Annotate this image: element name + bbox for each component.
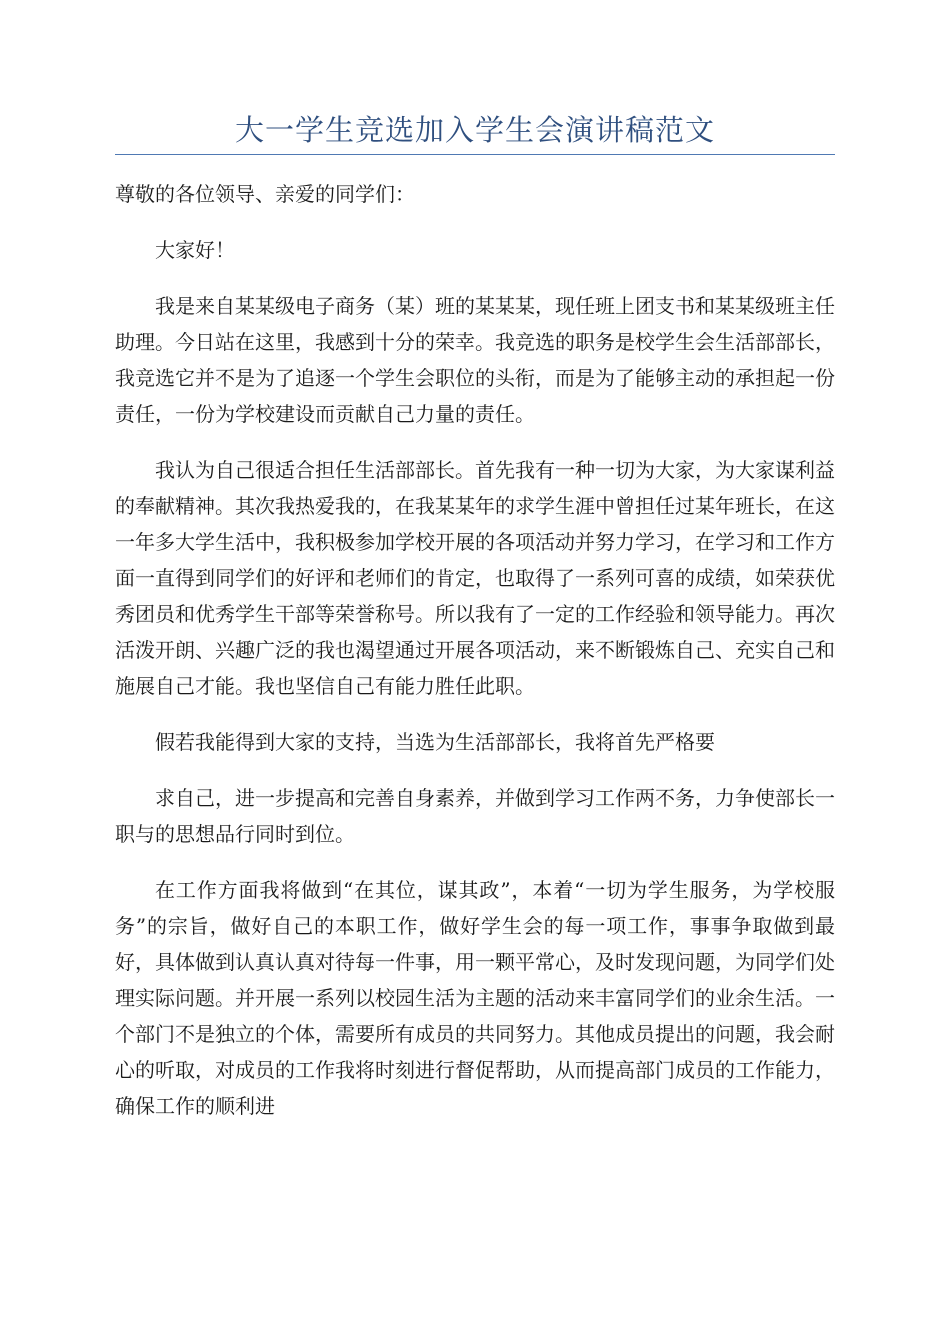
document-body	[115, 176, 835, 1144]
body-paragraph: 假若我能得到大家的支持，当选为生活部部长，我将首先严格要	[155, 730, 715, 754]
body-paragraph: 我是来自某某级电子商务（某）班的某某某，现任班上团支书和某某级班主任助理。今日站在这里，我感到十分的荣幸。我竞选的职务是校学生会生活部部长，我竞选它并不是为了追逐一个学生会职位的头衔，而是为了能够主动的承担起一份责任，一份为学校建设而贡献自己力量的责任。	[115, 294, 835, 426]
salutation-paragraph: 尊敬的各位领导、亲爱的同学们：	[115, 182, 415, 206]
body-paragraph: 在工作方面我将做到“在其位，谋其政”，本着“一切为学生服务，为学校服务”的宗旨，做好自己的本职工作，做好学生会的每一项工作，事事争取做到最好，具体做到认真认真对待每一件事，用一颗平常心，及时发现问题，为同学们处理实际问题。并开展一系列以校园生活为主题的活动来丰富同学们的业余生活。一个部门不是独立的个体，需要所有成员的共同努力。其他成员提出的问题，我会耐心的听取，对成员的工作我将时刻进行督促帮助，从而提高部门成员的工作能力，确保工作的顺利进	[115, 878, 835, 1118]
greeting-paragraph: 大家好！	[155, 238, 235, 262]
title-underline	[115, 154, 835, 155]
document-title: 大一学生竞选加入学生会演讲稿范文	[234, 113, 715, 147]
body-paragraph: 我认为自己很适合担任生活部部长。首先我有一种一切为大家，为大家谋利益的奉献精神。其次我热爱我的，在我某某年的求学生涯中曾担任过某年班长，在这一年多大学生活中，我积极参加学校开展的各项活动并努力学习，在学习和工作方面一直得到同学们的好评和老师们的肯定，也取得了一系列可喜的成绩，如荣获优秀团员和优秀学生干部等荣誉称号。所以我有了一定的工作经验和领导能力。再次活泼开朗、兴趣广泛的我也渴望通过开展各项活动，来不断锻炼自己、充实自己和施展自己才能。我也坚信自己有能力胜任此职。	[115, 458, 835, 698]
body-paragraph: 求自己，进一步提高和完善自身素养，并做到学习工作两不务，力争使部长一职与的思想品行同时到位。	[115, 786, 835, 846]
